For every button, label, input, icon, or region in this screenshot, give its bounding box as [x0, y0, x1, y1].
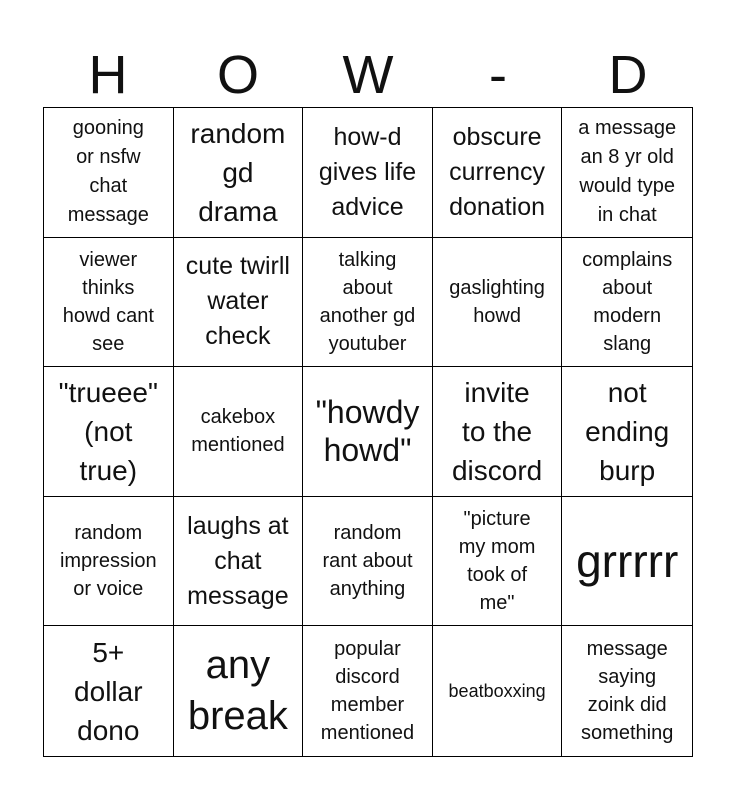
bingo-cell-3-5[interactable]	[562, 367, 692, 497]
cell-text: invite to the discord	[451, 376, 543, 486]
cell-text: cute twirll water check	[185, 252, 290, 351]
cell-text: grrrrr	[576, 535, 679, 588]
bingo-cell-5-3[interactable]	[303, 626, 433, 756]
cell-text: any break	[187, 643, 288, 739]
bingo-cell-4-2[interactable]	[174, 497, 304, 627]
bingo-cell-3-1[interactable]	[44, 367, 174, 497]
bingo-cell-4-3[interactable]	[303, 497, 433, 627]
bingo-cell-1-4[interactable]	[433, 108, 563, 238]
bingo-cell-4-4[interactable]	[433, 497, 563, 627]
bingo-cell-3-4[interactable]	[433, 367, 563, 497]
cell-text: "picture my mom took of me"	[458, 508, 536, 615]
cell-text: laughs at chat message	[187, 511, 289, 610]
bingo-cell-1-2[interactable]	[174, 108, 304, 238]
cell-text: obscure currency donation	[449, 122, 546, 221]
cell-text: "trueee" (not true)	[58, 376, 158, 486]
cell-text: complains about modern slang	[582, 248, 673, 355]
bingo-cell-3-2[interactable]	[174, 367, 304, 497]
bingo-cell-2-5[interactable]	[562, 238, 692, 368]
cell-text: a message an 8 yr old would type in chat	[578, 117, 677, 227]
bingo-board	[43, 107, 693, 757]
bingo-cell-4-1[interactable]	[44, 497, 174, 627]
bingo-cell-5-5[interactable]	[562, 626, 692, 756]
cell-text: gooning or nsfw chat message	[67, 117, 149, 227]
header-letter-o: O	[216, 45, 259, 105]
bingo-header	[43, 44, 693, 106]
bingo-cell-1-3[interactable]	[303, 108, 433, 238]
cell-text: 5+ dollar dono	[74, 636, 143, 746]
bingo-cell-5-2[interactable]	[174, 626, 304, 756]
bingo-cell-2-1[interactable]	[44, 238, 174, 368]
cell-text: popular discord member mentioned	[320, 638, 415, 745]
cell-text: beatboxxing	[448, 681, 546, 702]
cell-text: not ending burp	[585, 376, 670, 486]
cell-text: viewer thinks howd cant see	[62, 248, 154, 355]
cell-text: random impression or voice	[59, 522, 157, 601]
bingo-cell-1-1[interactable]	[44, 108, 174, 238]
bingo-cell-2-4[interactable]	[433, 238, 563, 368]
bingo-cell-5-1[interactable]	[44, 626, 174, 756]
cell-text: gaslighting howd	[449, 276, 545, 327]
cell-text: talking about another gd youtuber	[319, 248, 416, 355]
header-letter-w: W	[342, 45, 394, 105]
cell-text: message saying zoink did something	[581, 638, 674, 745]
bingo-cell-5-4[interactable]	[433, 626, 563, 756]
header-letter-h: H	[88, 45, 128, 105]
bingo-cell-2-2[interactable]	[174, 238, 304, 368]
bingo-cell-1-5[interactable]	[562, 108, 692, 238]
bingo-cell-3-3[interactable]	[303, 367, 433, 497]
bingo-cell-2-3[interactable]	[303, 238, 433, 368]
bingo-cell-4-5[interactable]	[562, 497, 692, 627]
cell-text: cakebox mentioned	[191, 406, 285, 457]
cell-text: "howdy howd"	[315, 394, 420, 469]
cell-text: random gd drama	[190, 117, 286, 227]
cell-text: random rant about anything	[322, 522, 413, 601]
cell-text: how-d gives life advice	[318, 122, 417, 221]
header-letter-d: D	[608, 45, 648, 105]
header-letter-dash: -	[489, 45, 507, 105]
